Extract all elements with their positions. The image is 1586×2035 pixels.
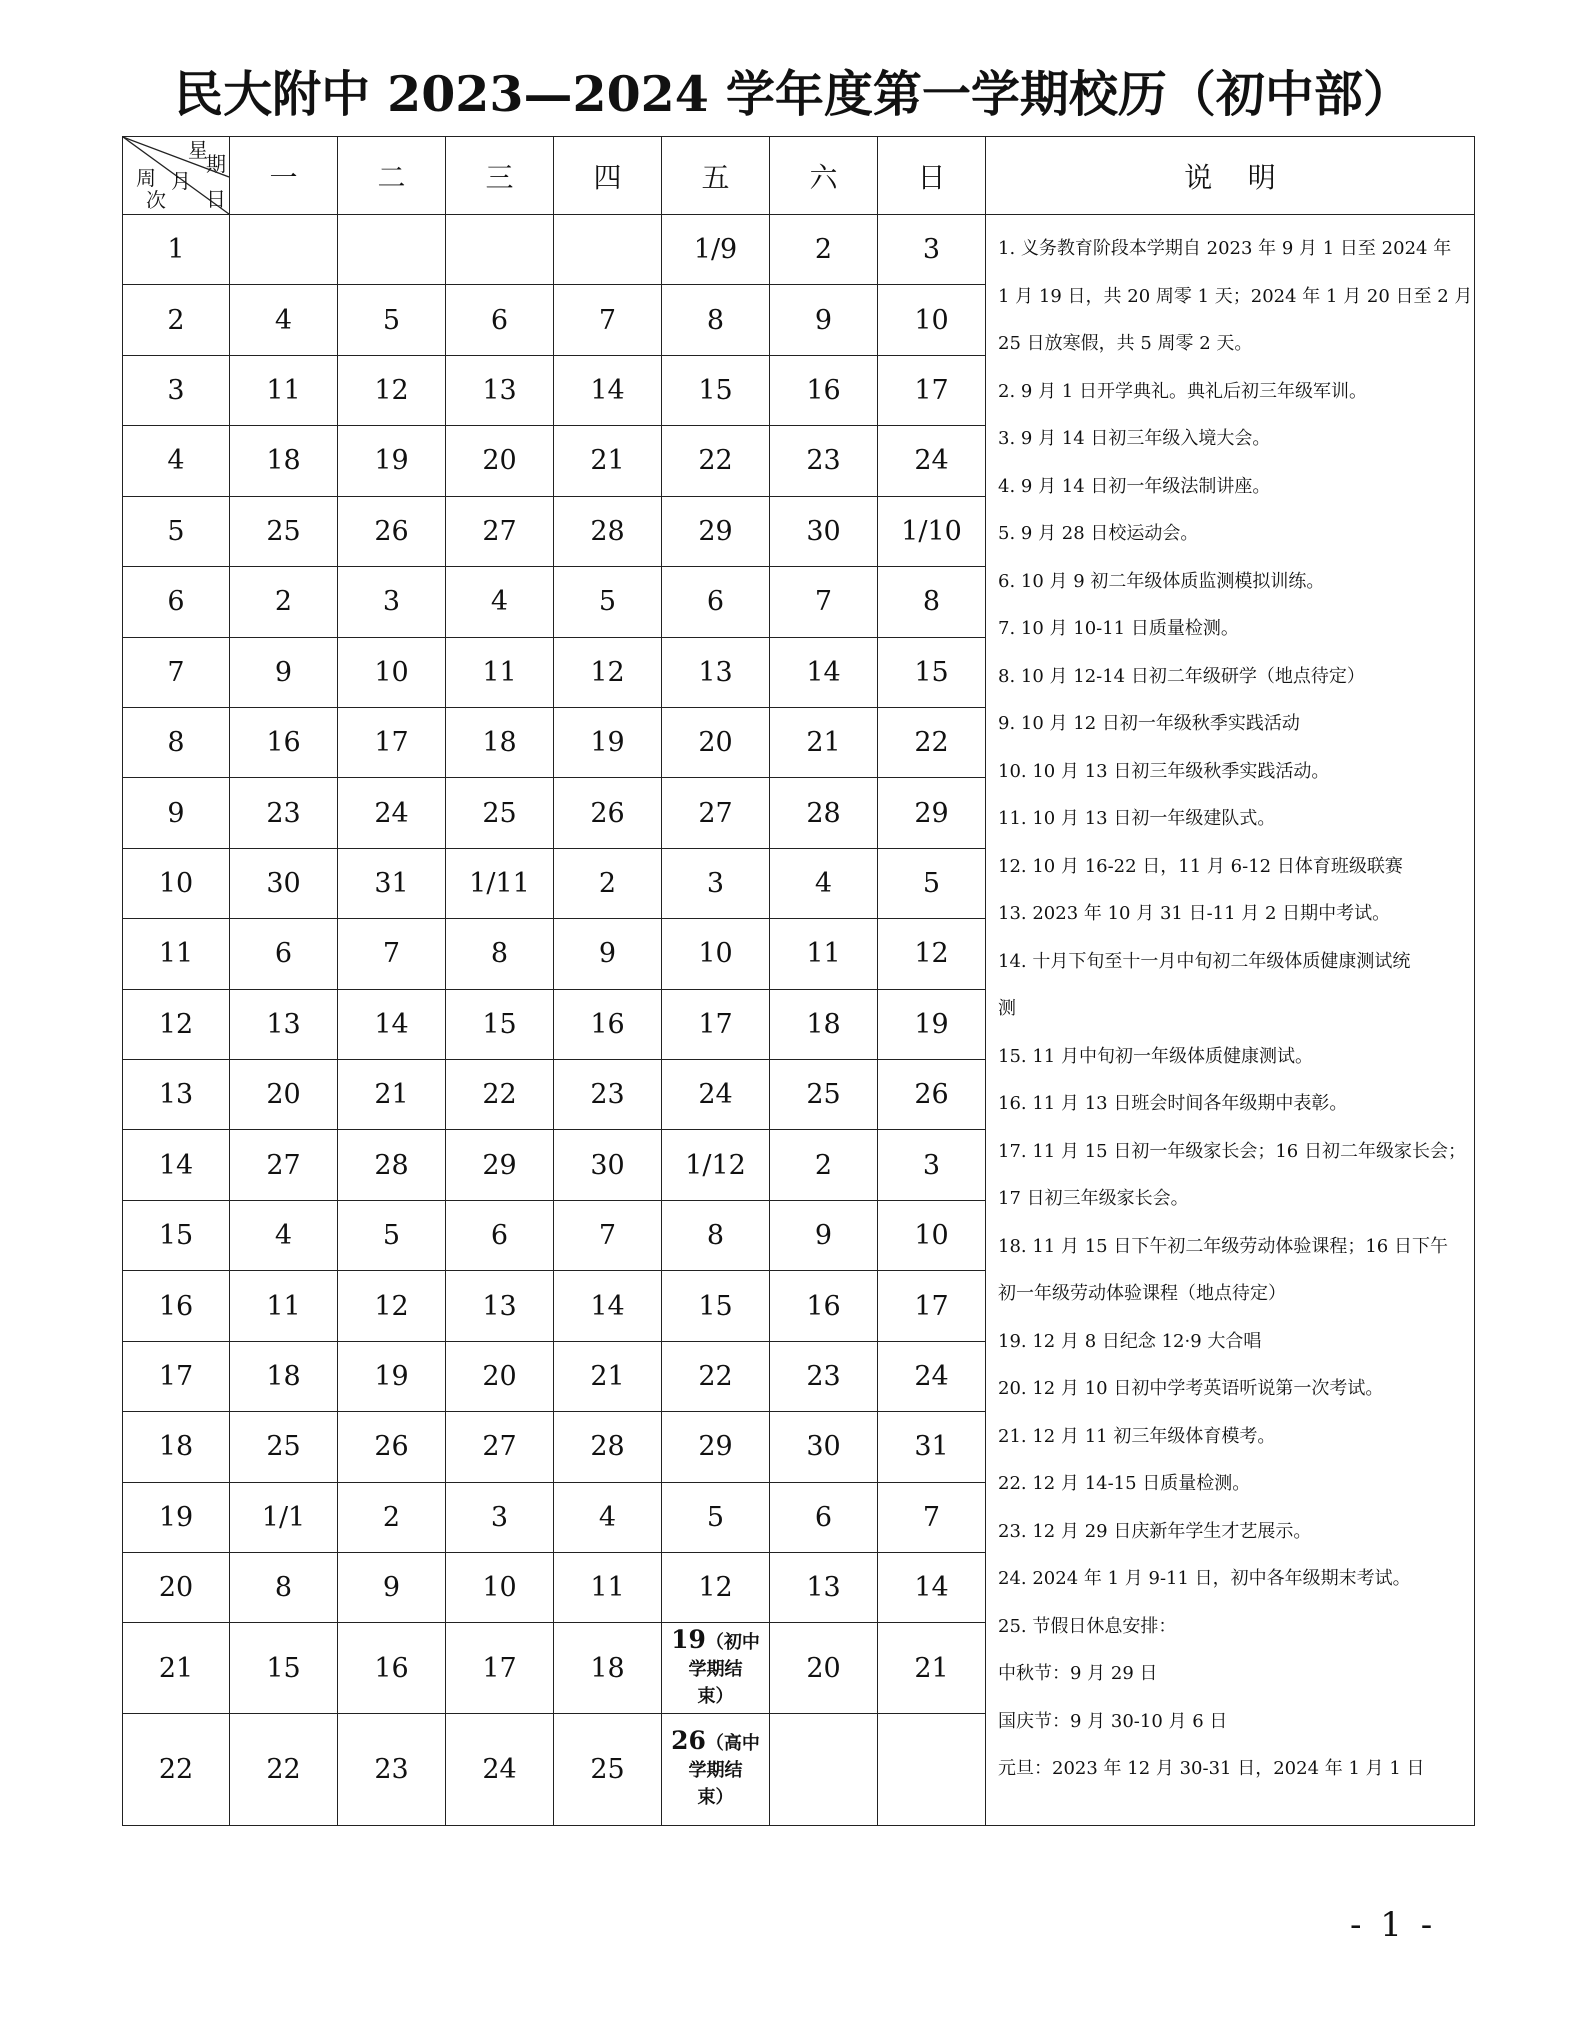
date-cell: 2 xyxy=(554,848,662,918)
date-cell: 31 xyxy=(878,1412,986,1482)
date-cell: 9 xyxy=(230,637,338,707)
date-cell: 2 xyxy=(230,567,338,637)
note-line: 23. 12 月 29 日庆新年学生才艺展示。 xyxy=(998,1520,1312,1542)
term-end-day xyxy=(662,1727,769,1757)
day-header-fri: 五 xyxy=(662,137,770,215)
date-cell: 13 xyxy=(230,989,338,1059)
date-cell: 20 xyxy=(446,1341,554,1411)
date-cell: 5 xyxy=(338,1200,446,1270)
date-cell: 7 xyxy=(554,285,662,355)
note-line: 元旦：2023 年 12 月 30-31 日，2024 年 1 月 1 日 xyxy=(998,1758,1425,1779)
date-cell xyxy=(446,215,554,285)
date-cell: 3 xyxy=(878,215,986,285)
date-cell: 4 xyxy=(230,285,338,355)
date-cell: 27 xyxy=(446,496,554,566)
date-cell: 10 xyxy=(446,1553,554,1623)
date-cell: 30 xyxy=(770,1412,878,1482)
day-header-sat: 六 xyxy=(770,137,878,215)
date-cell xyxy=(878,1713,986,1825)
date-cell: 31 xyxy=(338,848,446,918)
term-end-note: 学期结 xyxy=(688,1659,743,1681)
note-line: 7. 10 月 10-11 日质量检测。 xyxy=(998,618,1239,639)
date-cell: 30 xyxy=(770,496,878,566)
date-cell: 16 xyxy=(230,707,338,777)
date-cell: 8 xyxy=(662,1200,770,1270)
date-cell: 10 xyxy=(338,637,446,707)
header-row xyxy=(123,137,1475,215)
date-cell: 20 xyxy=(230,1060,338,1130)
date-cell: 9 xyxy=(770,285,878,355)
note-line: 25. 节假日休息安排： xyxy=(998,1615,1177,1637)
note-line: 1. 义务教育阶段本学期自 2023 年 9 月 1 日至 2024 年 xyxy=(998,238,1452,259)
date-cell: 14 xyxy=(770,637,878,707)
note-line: 14. 十月下旬至十一月中旬初二年级体质健康测试统 xyxy=(998,950,1411,972)
note-line: 8. 10 月 12-14 日初二年级研学（地点待定） xyxy=(998,665,1365,687)
note-line: 10. 10 月 13 日初三年级秋季实践活动。 xyxy=(998,760,1330,782)
date-cell: 1/9 xyxy=(662,215,770,285)
date-cell: 6 xyxy=(770,1482,878,1552)
term-end-day xyxy=(662,1626,769,1656)
date-cell: 11 xyxy=(554,1553,662,1623)
date-cell: 12 xyxy=(338,1271,446,1341)
date-cell: 16 xyxy=(554,989,662,1059)
date-cell: 22 xyxy=(878,707,986,777)
date-cell: 5 xyxy=(554,567,662,637)
date-cell xyxy=(338,215,446,285)
week-number-cell: 3 xyxy=(123,355,230,425)
term-end-note: 学期结 xyxy=(688,1760,743,1782)
date-cell: 21 xyxy=(878,1623,986,1714)
date-cell: 3 xyxy=(878,1130,986,1200)
date-cell xyxy=(554,215,662,285)
date-cell: 13 xyxy=(446,1271,554,1341)
term-end-date: 26 xyxy=(671,1726,706,1756)
week-number-cell: 11 xyxy=(123,919,230,989)
date-cell: 7 xyxy=(770,567,878,637)
note-line: 16. 11 月 13 日班会时间各年级期中表彰。 xyxy=(998,1093,1348,1114)
date-cell: 2 xyxy=(770,1130,878,1200)
date-cell: 19 xyxy=(554,707,662,777)
date-cell: 1/1 xyxy=(230,1482,338,1552)
date-cell: 24 xyxy=(662,1060,770,1130)
corner-label-qi: 期 xyxy=(206,152,226,176)
note-line: 12. 10 月 16-22 日，11 月 6-12 日体育班级联赛 xyxy=(998,855,1403,877)
school-calendar-table xyxy=(122,136,1475,1826)
note-line: 3. 9 月 14 日初三年级入境大会。 xyxy=(998,428,1271,449)
date-cell: 8 xyxy=(878,567,986,637)
note-line: 17 日初三年级家长会。 xyxy=(998,1188,1189,1209)
date-cell: 10 xyxy=(878,1200,986,1270)
week-number-cell: 20 xyxy=(123,1553,230,1623)
date-cell: 21 xyxy=(338,1060,446,1130)
day-header-tue: 二 xyxy=(338,137,446,215)
date-cell: 6 xyxy=(446,1200,554,1270)
note-line: 5. 9 月 28 日校运动会。 xyxy=(998,523,1199,544)
week-number-cell: 7 xyxy=(123,637,230,707)
term-end-note: （初中 xyxy=(705,1632,760,1654)
date-cell: 28 xyxy=(554,496,662,566)
week-number-cell: 12 xyxy=(123,989,230,1059)
note-line: 11. 10 月 13 日初一年级建队式。 xyxy=(998,808,1276,829)
date-cell: 20 xyxy=(662,707,770,777)
week-number-cell: 15 xyxy=(123,1200,230,1270)
date-cell: 27 xyxy=(230,1130,338,1200)
notes-list xyxy=(986,215,1474,1793)
date-cell: 27 xyxy=(446,1412,554,1482)
corner-label-yue: 月 xyxy=(171,169,191,193)
term-end-cell xyxy=(662,1713,770,1825)
date-cell: 30 xyxy=(230,848,338,918)
date-cell: 1/11 xyxy=(446,848,554,918)
date-cell: 4 xyxy=(230,1200,338,1270)
date-cell: 11 xyxy=(770,919,878,989)
note-line: 24. 2024 年 1 月 9-11 日，初中各年级期末考试。 xyxy=(998,1568,1411,1589)
date-cell: 9 xyxy=(770,1200,878,1270)
date-cell: 13 xyxy=(770,1553,878,1623)
date-cell: 25 xyxy=(554,1713,662,1825)
week-number-cell: 21 xyxy=(123,1623,230,1714)
date-cell: 23 xyxy=(770,426,878,496)
date-cell: 5 xyxy=(878,848,986,918)
date-cell: 12 xyxy=(662,1553,770,1623)
date-cell: 9 xyxy=(338,1553,446,1623)
date-cell: 10 xyxy=(878,285,986,355)
date-cell: 5 xyxy=(338,285,446,355)
date-cell: 20 xyxy=(770,1623,878,1714)
date-cell: 10 xyxy=(662,919,770,989)
date-cell: 29 xyxy=(446,1130,554,1200)
corner-label-xing: 星 xyxy=(188,138,208,162)
note-line: 15. 11 月中旬初一年级体质健康测试。 xyxy=(998,1045,1313,1067)
date-cell: 21 xyxy=(554,1341,662,1411)
date-cell: 16 xyxy=(770,355,878,425)
date-cell xyxy=(230,215,338,285)
date-cell: 6 xyxy=(230,919,338,989)
date-cell: 8 xyxy=(662,285,770,355)
date-cell: 26 xyxy=(338,496,446,566)
date-cell: 24 xyxy=(446,1713,554,1825)
week-number-cell: 13 xyxy=(123,1060,230,1130)
date-cell: 14 xyxy=(554,355,662,425)
corner-label-zhou: 周 xyxy=(136,166,156,190)
date-cell: 25 xyxy=(230,496,338,566)
date-cell: 18 xyxy=(230,1341,338,1411)
date-cell: 24 xyxy=(338,778,446,848)
date-cell: 28 xyxy=(770,778,878,848)
date-cell: 29 xyxy=(662,1412,770,1482)
date-cell: 26 xyxy=(554,778,662,848)
date-cell: 26 xyxy=(878,1060,986,1130)
note-line: 中秋节：9 月 29 日 xyxy=(998,1663,1158,1684)
date-cell: 17 xyxy=(662,989,770,1059)
date-cell: 4 xyxy=(446,567,554,637)
date-cell: 7 xyxy=(878,1482,986,1552)
date-cell: 4 xyxy=(554,1482,662,1552)
date-cell: 2 xyxy=(338,1482,446,1552)
week-number-cell: 17 xyxy=(123,1341,230,1411)
date-cell: 25 xyxy=(230,1412,338,1482)
note-line: 6. 10 月 9 初二年级体质监测模拟训练。 xyxy=(998,570,1325,592)
date-cell: 15 xyxy=(878,637,986,707)
week-number-cell: 6 xyxy=(123,567,230,637)
date-cell: 26 xyxy=(338,1412,446,1482)
notes-header: 说 明 xyxy=(986,137,1475,215)
date-cell: 25 xyxy=(770,1060,878,1130)
date-cell: 7 xyxy=(554,1200,662,1270)
week-number-cell: 22 xyxy=(123,1713,230,1825)
date-cell: 17 xyxy=(446,1623,554,1714)
note-line: 测 xyxy=(998,998,1016,1019)
date-cell: 29 xyxy=(662,496,770,566)
date-cell: 22 xyxy=(662,426,770,496)
date-cell: 3 xyxy=(662,848,770,918)
note-line: 18. 11 月 15 日下午初二年级劳动体验课程；16 日下午 xyxy=(998,1235,1448,1257)
date-cell: 30 xyxy=(554,1130,662,1200)
note-line: 初一年级劳动体验课程（地点待定） xyxy=(998,1283,1286,1304)
date-cell: 11 xyxy=(230,1271,338,1341)
date-cell: 24 xyxy=(878,1341,986,1411)
term-end-note: （高中 xyxy=(705,1733,760,1755)
calendar-body xyxy=(123,215,1475,1826)
term-end-note: 束） xyxy=(697,1787,734,1809)
date-cell: 5 xyxy=(662,1482,770,1552)
day-header-thu: 四 xyxy=(554,137,662,215)
week-number-cell: 8 xyxy=(123,707,230,777)
date-cell: 9 xyxy=(554,919,662,989)
note-line: 国庆节：9 月 30-10 月 6 日 xyxy=(998,1710,1228,1732)
week-number-cell: 14 xyxy=(123,1130,230,1200)
date-cell: 6 xyxy=(446,285,554,355)
date-cell: 3 xyxy=(338,567,446,637)
date-cell: 21 xyxy=(554,426,662,496)
day-header-mon: 一 xyxy=(230,137,338,215)
date-cell: 15 xyxy=(446,989,554,1059)
date-cell: 12 xyxy=(878,919,986,989)
date-cell: 19 xyxy=(878,989,986,1059)
note-line: 21. 12 月 11 初三年级体育模考。 xyxy=(998,1425,1276,1447)
corner-label-ri: 日 xyxy=(206,187,226,211)
week-number-cell: 4 xyxy=(123,426,230,496)
week-number-cell: 16 xyxy=(123,1271,230,1341)
note-line: 20. 12 月 10 日初中学考英语听说第一次考试。 xyxy=(998,1378,1384,1399)
date-cell: 8 xyxy=(230,1553,338,1623)
date-cell: 18 xyxy=(230,426,338,496)
date-cell: 28 xyxy=(554,1412,662,1482)
note-line: 9. 10 月 12 日初一年级秋季实践活动 xyxy=(998,713,1300,734)
date-cell: 24 xyxy=(878,426,986,496)
date-cell: 22 xyxy=(230,1713,338,1825)
date-cell: 15 xyxy=(662,355,770,425)
day-header-wed: 三 xyxy=(446,137,554,215)
page-title: 民大附中 2023—2024 学年度第一学期校历（初中部） xyxy=(174,65,1412,123)
date-cell: 29 xyxy=(878,778,986,848)
date-cell: 1/10 xyxy=(878,496,986,566)
page-number: - 1 - xyxy=(1350,1905,1437,1945)
date-cell: 12 xyxy=(554,637,662,707)
notes-cell xyxy=(986,215,1475,1826)
date-cell: 27 xyxy=(662,778,770,848)
week-number-cell: 5 xyxy=(123,496,230,566)
date-cell: 12 xyxy=(338,355,446,425)
date-cell: 20 xyxy=(446,426,554,496)
date-cell: 16 xyxy=(770,1271,878,1341)
date-cell: 18 xyxy=(446,707,554,777)
note-line: 25 日放寒假，共 5 周零 2 天。 xyxy=(998,333,1253,354)
note-line: 2. 9 月 1 日开学典礼。典礼后初三年级军训。 xyxy=(998,380,1367,402)
date-cell: 14 xyxy=(338,989,446,1059)
date-cell: 11 xyxy=(230,355,338,425)
day-header-sun: 日 xyxy=(878,137,986,215)
date-cell: 15 xyxy=(230,1623,338,1714)
corner-label-ci: 次 xyxy=(146,188,166,212)
week-number-cell: 9 xyxy=(123,778,230,848)
date-cell: 17 xyxy=(878,1271,986,1341)
corner-header-cell xyxy=(123,137,230,215)
week-number-cell: 1 xyxy=(123,215,230,285)
date-cell: 22 xyxy=(662,1341,770,1411)
date-cell: 23 xyxy=(770,1341,878,1411)
date-cell: 18 xyxy=(770,989,878,1059)
date-cell: 22 xyxy=(446,1060,554,1130)
date-cell: 14 xyxy=(554,1271,662,1341)
date-cell: 15 xyxy=(662,1271,770,1341)
date-cell: 23 xyxy=(230,778,338,848)
date-cell: 19 xyxy=(338,426,446,496)
week-number-cell: 18 xyxy=(123,1412,230,1482)
note-line: 1 月 19 日，共 20 周零 1 天；2024 年 1 月 20 日至 2 月 xyxy=(998,285,1473,307)
term-end-note: 束） xyxy=(697,1686,734,1708)
date-cell: 6 xyxy=(662,567,770,637)
date-cell: 8 xyxy=(446,919,554,989)
date-cell: 23 xyxy=(338,1713,446,1825)
date-cell: 17 xyxy=(878,355,986,425)
date-cell: 13 xyxy=(446,355,554,425)
date-cell: 21 xyxy=(770,707,878,777)
note-line: 22. 12 月 14-15 日质量检测。 xyxy=(998,1473,1251,1494)
date-cell: 4 xyxy=(770,848,878,918)
week-number-cell: 19 xyxy=(123,1482,230,1552)
date-cell: 11 xyxy=(446,637,554,707)
date-cell: 7 xyxy=(338,919,446,989)
week-number-cell: 2 xyxy=(123,285,230,355)
date-cell: 25 xyxy=(446,778,554,848)
date-cell: 16 xyxy=(338,1623,446,1714)
date-cell: 13 xyxy=(662,637,770,707)
date-cell: 23 xyxy=(554,1060,662,1130)
date-cell: 18 xyxy=(554,1623,662,1714)
table-row xyxy=(123,215,1475,285)
date-cell: 17 xyxy=(338,707,446,777)
term-end-cell xyxy=(662,1623,770,1714)
date-cell: 3 xyxy=(446,1482,554,1552)
note-line: 4. 9 月 14 日初一年级法制讲座。 xyxy=(998,475,1271,497)
week-number-cell: 10 xyxy=(123,848,230,918)
note-line: 17. 11 月 15 日初一年级家长会；16 日初二年级家长会； xyxy=(998,1140,1466,1162)
date-cell: 2 xyxy=(770,215,878,285)
date-cell: 19 xyxy=(338,1341,446,1411)
note-line: 19. 12 月 8 日纪念 12·9 大合唱 xyxy=(998,1330,1262,1352)
date-cell: 1/12 xyxy=(662,1130,770,1200)
note-line: 13. 2023 年 10 月 31 日-11 月 2 日期中考试。 xyxy=(998,903,1391,924)
date-cell: 28 xyxy=(338,1130,446,1200)
date-cell xyxy=(770,1713,878,1825)
term-end-date: 19 xyxy=(671,1625,706,1655)
date-cell: 14 xyxy=(878,1553,986,1623)
